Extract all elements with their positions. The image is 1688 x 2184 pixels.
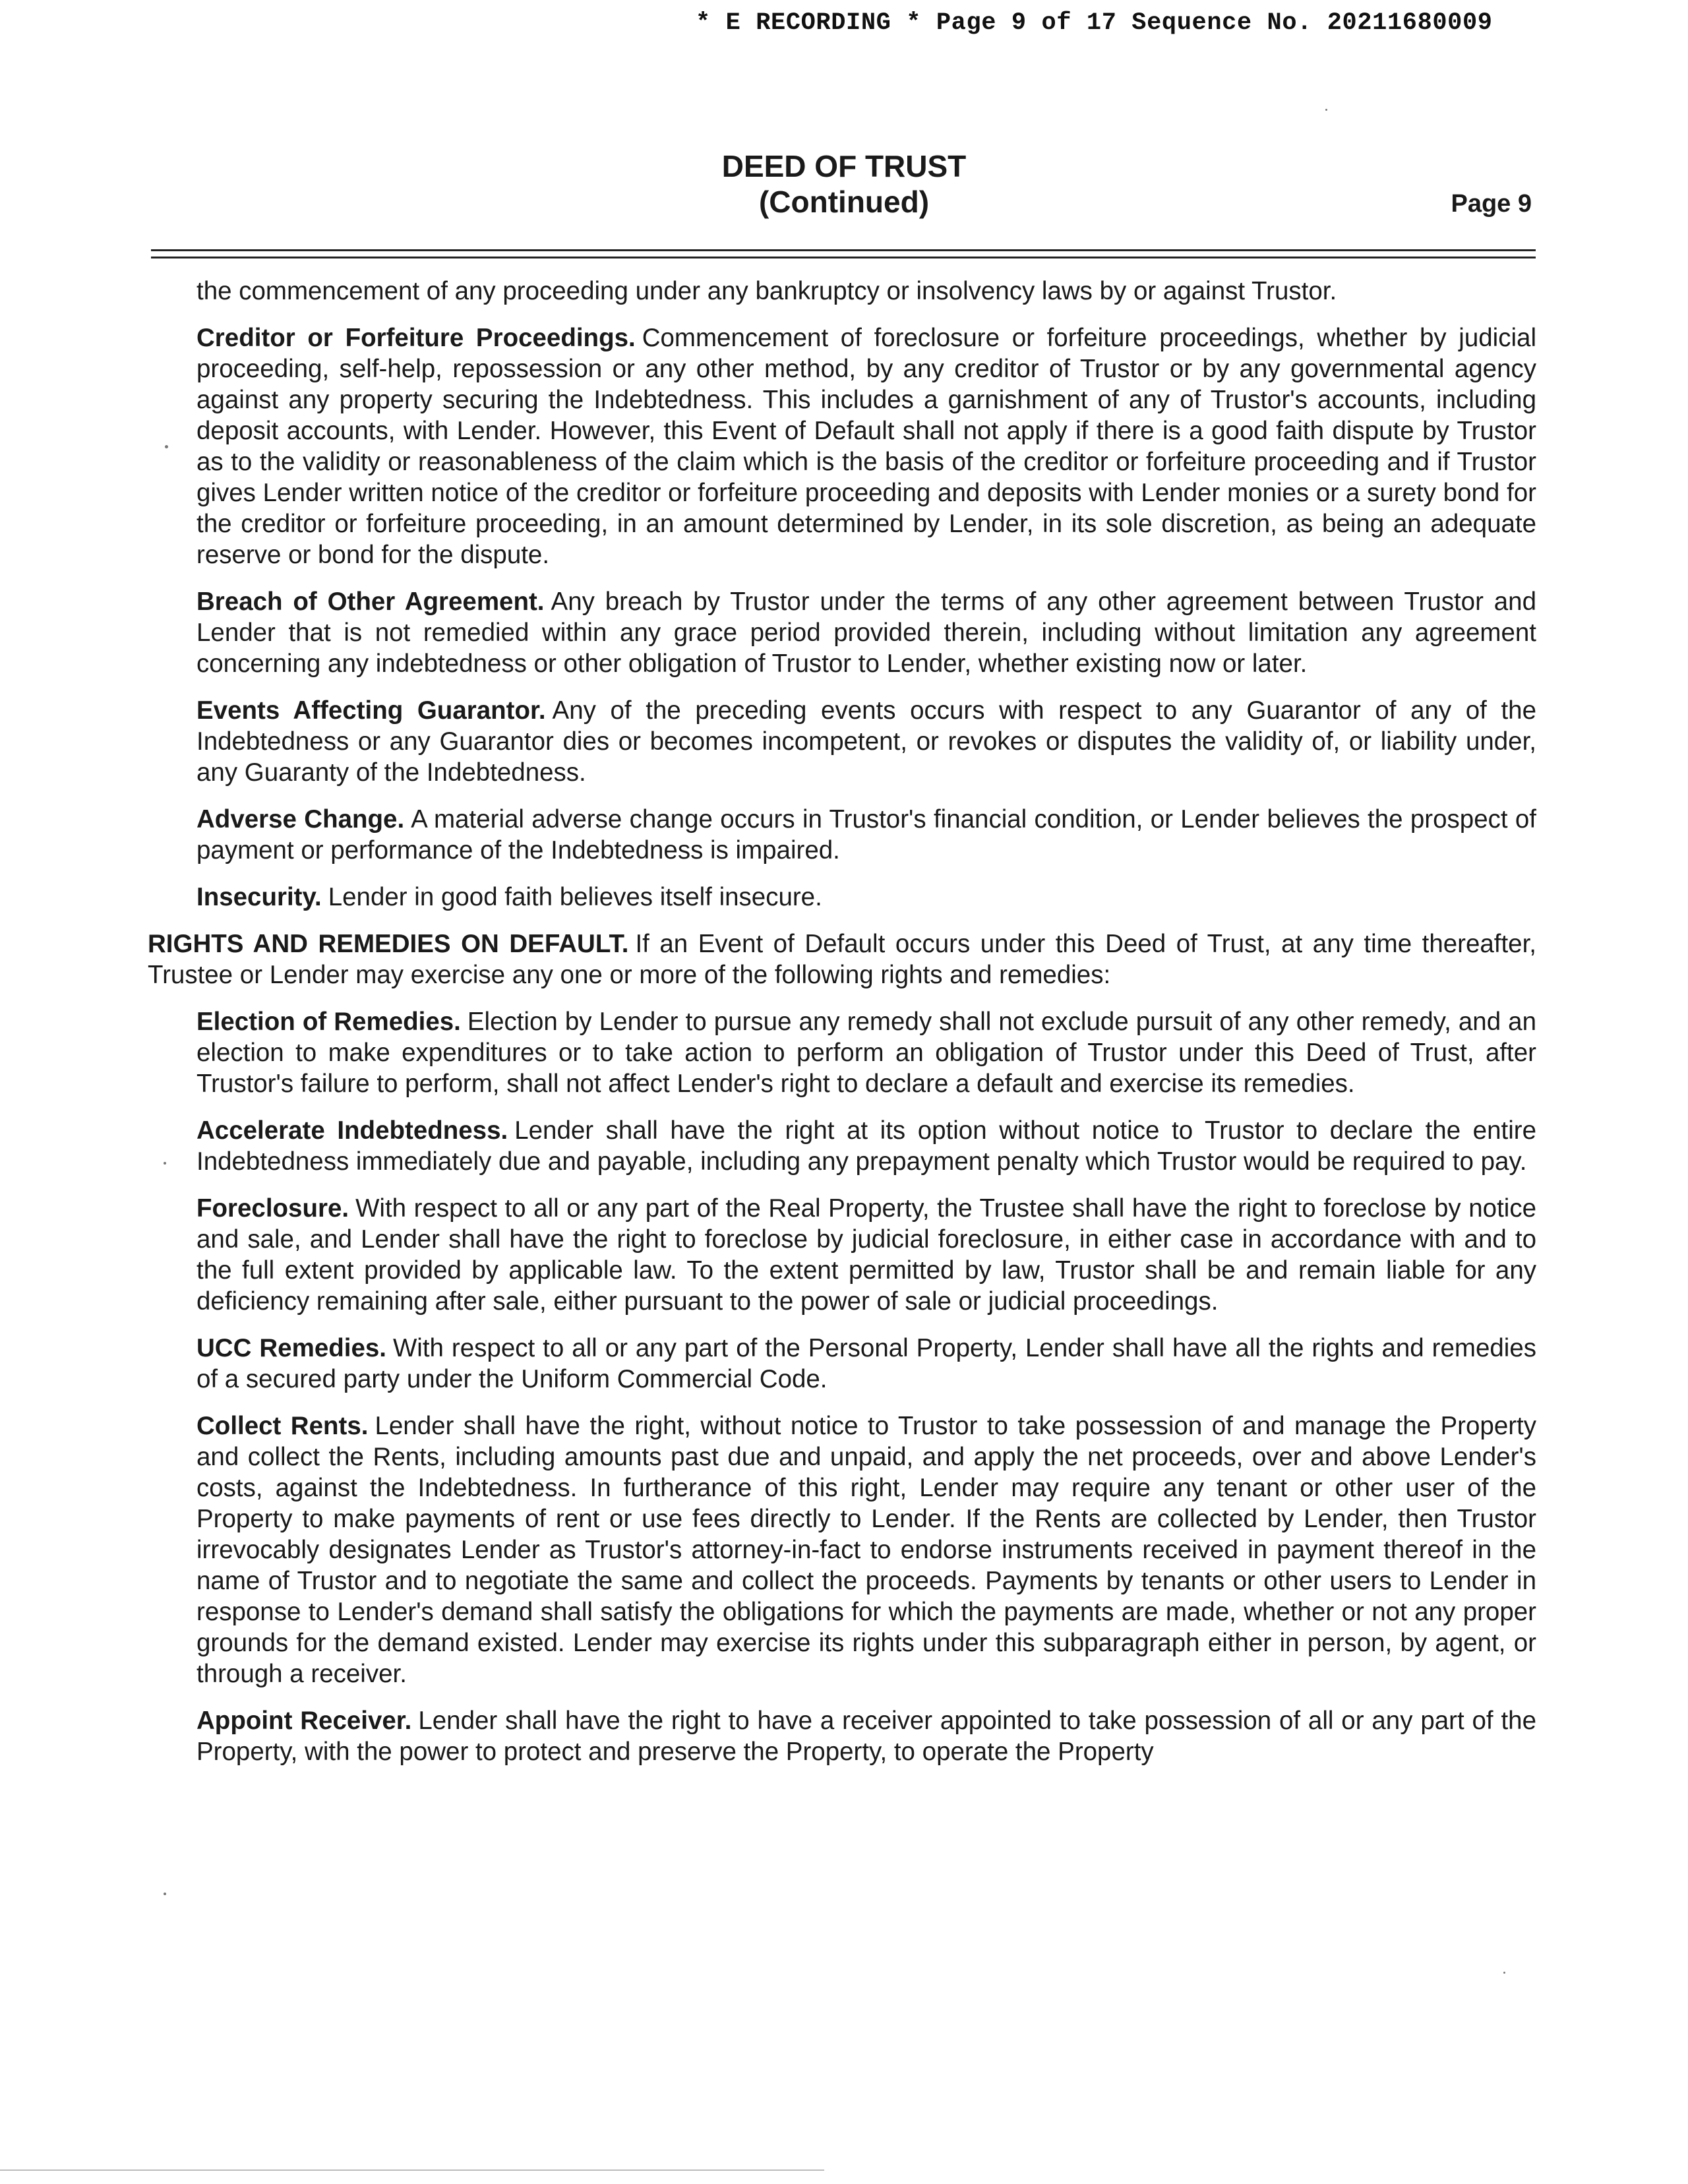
paragraph-foreclosure [196,1193,1536,1317]
paragraph-text: Any breach by Trustor under the terms of any other agreement between Trustor and Lender that is not remedied within any grace period provided therein, including without limitation any agreement concerning any indebtedness or other obligation of Trustor to Lender, whether existing now or later. [196,588,1536,678]
paragraph-adverse-change [196,804,1536,866]
paragraph-ucc-remedies [196,1333,1536,1395]
paragraph-text: Any of the preceding events occurs with respect to any Guarantor of any of the Indebtedness or any Guarantor dies or becomes incompetent, or revokes or disputes the validity of, or liability under, any Guaranty of the Indebtedness. [196,696,1537,787]
paragraph-election-of-remedies [196,1006,1536,1099]
paragraph-text: Lender shall have the right at its option without notice to Trustor to declare the entire Indebtedness immediately due and payable, including any prepayment penalty which Trustor would be required to pay. [196,1116,1536,1176]
paragraph-continuation [196,276,1536,307]
section-rights-and-remedies [148,928,1536,990]
document-title [0,148,1688,220]
paragraph-appoint-receiver [196,1705,1536,1767]
paragraph-text: Election by Lender to pursue any remedy shall not exclude pursuit of any other remedy, and an election to make expenditures or to take action to perform an obligation of Trustor under this Deed of Trust, after Trustor's failure to perform, shall not affect Lender's right to declare a default and exercise its remedies. [196,1008,1537,1098]
scan-speck [164,1162,166,1165]
paragraph-accelerate-indebtedness [196,1115,1536,1177]
section-heading: RIGHTS AND REMEDIES ON DEFAULT. [148,930,629,958]
section-text: If an Event of Default occurs under this Deed of Trust, at any time thereafter, Trustee or Lender may exercise any one or more of the following rights and remedies: [148,930,1536,989]
title-line-1: DEED OF TRUST [721,149,967,183]
paragraph-heading: Accelerate Indebtedness. [196,1116,508,1145]
paragraph-collect-rents [196,1410,1536,1689]
paragraph-heading: Insecurity. [196,883,322,911]
paragraph-heading: Foreclosure. [196,1194,349,1223]
paragraph-breach-other-agreement [196,586,1536,679]
paragraph-text: the commencement of any proceeding under any bankruptcy or insolvency laws by or against Trustor. [196,277,1337,305]
paragraph-heading: Creditor or Forfeiture Proceedings. [196,324,636,352]
paragraph-heading: Adverse Change. [196,805,405,834]
paragraph-heading: Events Affecting Guarantor. [196,696,546,725]
scan-edge-line [0,2169,824,2171]
paragraph-events-affecting-guarantor [196,695,1536,788]
scan-speck [1503,1972,1505,1974]
header-rule-bottom [151,257,1536,258]
paragraph-text: Lender shall have the right to have a receiver appointed to take possession of all or any part of the Property, with the power to protect and preserve the Property, to operate the Property [196,1707,1536,1766]
paragraph-text: Lender in good faith believes itself insecure. [328,883,822,911]
paragraph-text: With respect to all or any part of the Real Property, the Trustee shall have the right to foreclose by notice and sale, and Lender shall have the right to foreclose by judicial foreclosure, in either case in accordance with and to the full extent provided by applicable law. To the extent permitted by law, Trustor shall be and remain liable for any deficiency remaining after sale, either pursuant to the power of sale or judicial proceedings. [196,1194,1536,1316]
paragraph-text: With respect to all or any part of the Personal Property, Lender shall have all the rights and remedies of a secured party under the Uniform Commercial Code. [196,1334,1537,1393]
paragraph-creditor-forfeiture [196,322,1536,570]
paragraph-text: Commencement of foreclosure or forfeiture proceedings, whether by judicial proceeding, self-help, repossession or any other method, by any creditor of Trustor or by any governmental agency against any property securing the Indebtedness. This includes a garnishment of any of Trustor's accounts, including deposit accounts, with Lender. However, this Event of Default shall not apply if there is a good faith dispute by Trustor as to the validity or reasonableness of the claim which is the basis of the creditor or forfeiture proceeding and if Trustor gives Lender written notice of the creditor or forfeiture proceeding and deposits with Lender monies or a surety bond for the creditor or forfeiture proceeding, in an amount determined by Lender, in its sole discretion, as being an adequate reserve or bond for the dispute. [196,324,1537,569]
header-rule-top [151,249,1536,251]
title-line-2: (Continued) [758,185,930,219]
paragraph-heading: Breach of Other Agreement. [196,588,545,616]
scan-speck [165,445,168,448]
document-body [148,276,1536,1783]
paragraph-text: Lender shall have the right, without notice to Trustor to take possession of and manage the Property and collect the Rents, including amounts past due and unpaid, and apply the net proceeds, over and above Lender's costs, against the Indebtedness. In furtherance of this right, Lender may require any tenant or other user of the Property to make payments of rent or use fees directly to Lender. If the Rents are collected by Lender, then Trustor irrevocably designates Lender as Trustor's attorney-in-fact to endorse instruments received in payment thereof in the name of Trustor and to negotiate the same and collect the proceeds. Payments by tenants or other users to Lender in response to Lender's demand shall satisfy the obligations for which the payments are made, whether or not any proper grounds for the demand existed. Lender may exercise its rights under this subparagraph either in person, by agent, or through a receiver. [196,1412,1536,1688]
paragraph-heading: Election of Remedies. [196,1008,461,1036]
paragraph-text: A material adverse change occurs in Trustor's financial condition, or Lender believes the prospect of payment or performance of the Indebtedness is impaired. [196,805,1536,864]
paragraph-heading: Collect Rents. [196,1412,369,1440]
paragraph-heading: UCC Remedies. [196,1334,386,1362]
scan-speck [164,1893,166,1895]
paragraph-heading: Appoint Receiver. [196,1707,412,1735]
scan-speck [1325,109,1327,111]
page-number: Page 9 [1451,190,1532,218]
recording-header: * E RECORDING * Page 9 of 17 Sequence No. 20211680009 [696,9,1493,37]
paragraph-insecurity [196,882,1536,913]
